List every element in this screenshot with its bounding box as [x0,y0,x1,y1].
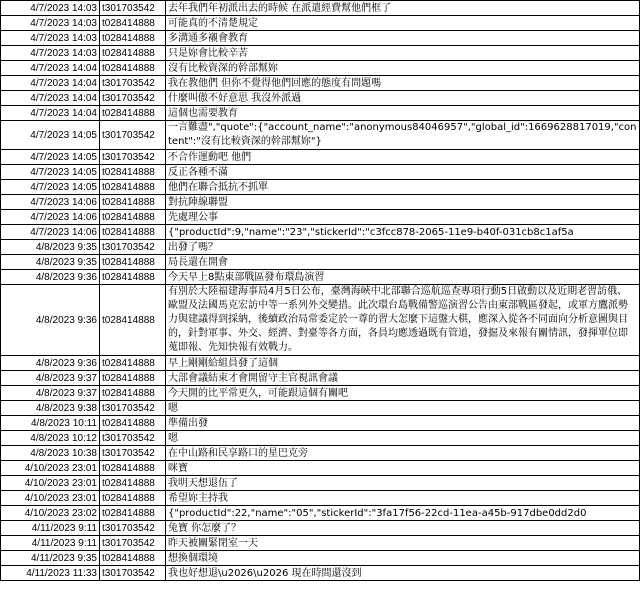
user-id-cell[interactable]: t028414888 [100,506,166,521]
table-row [1,401,640,416]
user-id-cell[interactable]: t301703542 [100,76,166,91]
table-row [1,461,640,476]
user-id-cell[interactable]: t028414888 [100,491,166,506]
timestamp-cell[interactable]: 4/8/2023 9:36 [1,356,100,371]
message-cell[interactable]: 先處理公事 [166,210,640,225]
table-row [1,240,640,255]
table-row [1,195,640,210]
message-cell[interactable]: 想換個環境 [166,551,640,566]
table-row [1,180,640,195]
timestamp-cell[interactable]: 4/8/2023 10:11 [1,416,100,431]
timestamp-cell[interactable]: 4/7/2023 14:03 [1,16,100,31]
timestamp-cell[interactable]: 4/8/2023 9:36 [1,270,100,285]
message-cell[interactable]: 有別於大陸福建海事局4月5日公布，臺灣海峽中北部聯合巡航巡查專項行動5日啟動以及近期老習訪俄、歐盟及法國馬克宏訪中等一系列外交變措。此次環台島戰備警巡演習公告由東部戰區發起，或軍方鷹派勢力與建議得到採納，後續政治局常委定於一尊的習大怎麼下這盤大棋，應深入從各不同面向分析意圖與目的，針對軍事、外交、經濟、對臺等各方面，各員均應透過既有管道，發掘及來報有關情訊，發揮單位即蒐即報、先知快報有效戰力。 [166,285,640,356]
table-row [1,121,640,150]
table-row [1,106,640,121]
timestamp-cell[interactable]: 4/11/2023 11:33 [1,566,100,581]
message-cell[interactable]: 不合作運動吧 他們 [166,150,640,165]
chat-log-body [1,1,640,581]
message-cell[interactable]: 可能真的不清楚規定 [166,16,640,31]
table-row [1,431,640,446]
table-row [1,416,640,431]
user-id-cell[interactable]: t028414888 [100,31,166,46]
table-row [1,31,640,46]
table-row [1,46,640,61]
message-cell[interactable]: 出發了嗎？ [166,240,640,255]
timestamp-cell[interactable]: 4/7/2023 14:04 [1,61,100,76]
timestamp-cell[interactable]: 4/8/2023 9:36 [1,285,100,356]
user-id-cell[interactable]: t028414888 [100,46,166,61]
user-id-cell[interactable]: t301703542 [100,1,166,16]
message-cell[interactable]: 我明天想退伍了 [166,476,640,491]
table-row [1,16,640,31]
message-cell[interactable]: 沒有比較資深的幹部幫妳 [166,61,640,76]
user-id-cell[interactable]: t028414888 [100,195,166,210]
user-id-cell[interactable]: t301703542 [100,521,166,536]
message-cell[interactable]: 大部會議結束才會開留守主官視訊會議 [166,371,640,386]
message-cell[interactable]: 嗯 [166,401,640,416]
message-cell[interactable]: 反正各種不滿 [166,165,640,180]
timestamp-cell[interactable]: 4/7/2023 14:06 [1,225,100,240]
timestamp-cell[interactable]: 4/7/2023 14:06 [1,195,100,210]
user-id-cell[interactable]: t301703542 [100,240,166,255]
user-id-cell[interactable]: t301703542 [100,401,166,416]
message-cell[interactable]: {"productId":22,"name":"05","stickerId":"3fa17f56-22cd-11ea-a45b-917dbe0dd2d0 [166,506,640,521]
timestamp-cell[interactable]: 4/11/2023 9:11 [1,521,100,536]
message-cell[interactable]: 嗯 [166,431,640,446]
table-row [1,165,640,180]
message-cell[interactable]: 我也好想退\u2026\u2026 現在時間還沒到 [166,566,640,581]
timestamp-cell[interactable]: 4/7/2023 14:03 [1,31,100,46]
message-cell[interactable]: 去年我們年初派出去的時候 在派遣經費幫他們框了 [166,1,640,16]
message-cell[interactable]: 局長還在開會 [166,255,640,270]
user-id-cell[interactable]: t301703542 [100,91,166,106]
timestamp-cell[interactable]: 4/8/2023 10:12 [1,431,100,446]
timestamp-cell[interactable]: 4/8/2023 9:35 [1,240,100,255]
user-id-cell[interactable]: t028414888 [100,270,166,285]
table-row [1,285,640,356]
user-id-cell[interactable]: t028414888 [100,285,166,356]
timestamp-cell[interactable]: 4/10/2023 23:02 [1,506,100,521]
message-cell[interactable]: 準備出發 [166,416,640,431]
user-id-cell[interactable]: t301703542 [100,431,166,446]
message-cell[interactable]: 咪寶 [166,461,640,476]
table-row [1,521,640,536]
timestamp-cell[interactable]: 4/8/2023 9:35 [1,255,100,270]
user-id-cell[interactable]: t028414888 [100,371,166,386]
message-cell[interactable]: {"productId":9,"name":"23","stickerId":"c3fcc878-2065-11e9-b40f-031cb8c1af5a [166,225,640,240]
table-row [1,506,640,521]
table-row [1,491,640,506]
timestamp-cell[interactable]: 4/10/2023 23:01 [1,476,100,491]
table-row [1,536,640,551]
table-row [1,446,640,461]
user-id-cell[interactable]: t301703542 [100,121,166,150]
timestamp-cell[interactable]: 4/8/2023 9:38 [1,401,100,416]
user-id-cell[interactable]: t028414888 [100,165,166,180]
user-id-cell[interactable]: t301703542 [100,566,166,581]
table-row [1,356,640,371]
timestamp-cell[interactable]: 4/7/2023 14:05 [1,180,100,195]
user-id-cell[interactable]: t028414888 [100,106,166,121]
timestamp-cell[interactable]: 4/7/2023 14:05 [1,150,100,165]
user-id-cell[interactable]: t028414888 [100,476,166,491]
message-cell[interactable]: 兔寶 你怎麼了？ [166,521,640,536]
table-row [1,255,640,270]
timestamp-cell[interactable]: 4/8/2023 9:37 [1,386,100,401]
message-cell[interactable]: 對抗陣線聯盟 [166,195,640,210]
timestamp-cell[interactable]: 4/7/2023 14:05 [1,121,100,150]
user-id-cell[interactable]: t028414888 [100,386,166,401]
message-cell[interactable]: 什麼叫傲不好意思 我沒外派過 [166,91,640,106]
message-cell[interactable]: 這個也需要教育 [166,106,640,121]
timestamp-cell[interactable]: 4/8/2023 10:38 [1,446,100,461]
timestamp-cell[interactable]: 4/7/2023 14:03 [1,46,100,61]
user-id-cell[interactable]: t028414888 [100,255,166,270]
user-id-cell[interactable]: t028414888 [100,16,166,31]
table-row [1,1,640,16]
timestamp-cell[interactable]: 4/8/2023 9:37 [1,371,100,386]
user-id-cell[interactable]: t028414888 [100,461,166,476]
message-cell[interactable]: 多溝通多襯會教育 [166,31,640,46]
user-id-cell[interactable]: t028414888 [100,61,166,76]
user-id-cell[interactable]: t028414888 [100,180,166,195]
message-cell[interactable]: 在中山路和民享路口的星巴克旁 [166,446,640,461]
timestamp-cell[interactable]: 4/7/2023 14:05 [1,165,100,180]
table-row [1,210,640,225]
user-id-cell[interactable]: t028414888 [100,356,166,371]
table-row [1,61,640,76]
timestamp-cell[interactable]: 4/11/2023 9:11 [1,536,100,551]
table-row [1,371,640,386]
user-id-cell[interactable]: t028414888 [100,225,166,240]
timestamp-cell[interactable]: 4/7/2023 14:04 [1,76,100,91]
user-id-cell[interactable]: t301703542 [100,536,166,551]
message-cell[interactable]: 一言難盡","quote":{"account_name":"anonymous84046957","global_id":1669628817019,"content":"沒有比較資深的幹部幫妳"} [166,121,640,150]
user-id-cell[interactable]: t028414888 [100,416,166,431]
timestamp-cell[interactable]: 4/7/2023 14:06 [1,210,100,225]
table-row [1,76,640,91]
table-row [1,566,640,581]
message-cell[interactable]: 早上剛剛給組員發了這個 [166,356,640,371]
user-id-cell[interactable]: t301703542 [100,150,166,165]
user-id-cell[interactable]: t028414888 [100,551,166,566]
message-cell[interactable]: 今天早上8點東部戰區發布環島演習 [166,270,640,285]
message-cell[interactable]: 我在教他們 但你不覺得他們回應的態度有問題嗎 [166,76,640,91]
timestamp-cell[interactable]: 4/7/2023 14:04 [1,91,100,106]
table-row [1,386,640,401]
timestamp-cell[interactable]: 4/7/2023 14:03 [1,1,100,16]
table-row [1,225,640,240]
user-id-cell[interactable]: t301703542 [100,446,166,461]
table-row [1,270,640,285]
timestamp-cell[interactable]: 4/10/2023 23:01 [1,491,100,506]
user-id-cell[interactable]: t028414888 [100,210,166,225]
timestamp-cell[interactable]: 4/11/2023 9:35 [1,551,100,566]
message-cell[interactable]: 他們在聯合抵抗不抓單 [166,180,640,195]
table-row [1,91,640,106]
message-cell[interactable]: 只是妳會比較辛苦 [166,46,640,61]
message-cell[interactable]: 希望妳主持我 [166,491,640,506]
timestamp-cell[interactable]: 4/7/2023 14:04 [1,106,100,121]
table-row [1,551,640,566]
table-row [1,476,640,491]
message-cell[interactable]: 昨天被關緊閉室一天 [166,536,640,551]
table-row [1,150,640,165]
timestamp-cell[interactable]: 4/10/2023 23:01 [1,461,100,476]
message-cell[interactable]: 今天開的比平常更久，可能跟這個有關吧 [166,386,640,401]
